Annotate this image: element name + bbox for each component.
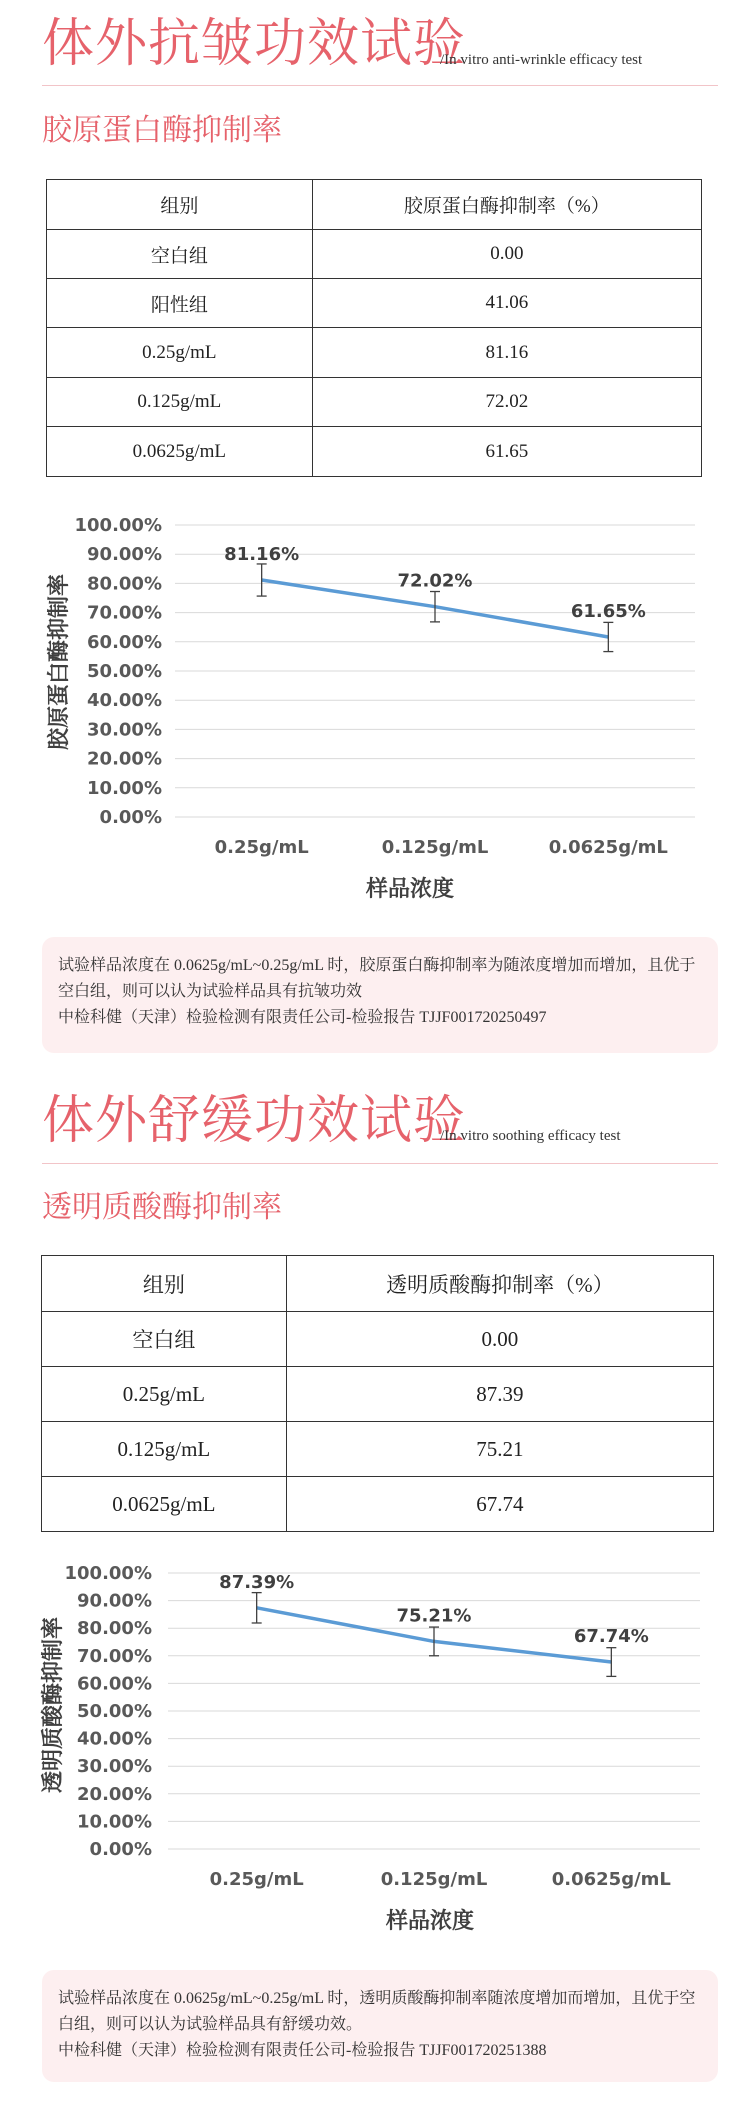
x-tick-label: 0.125g/mL (381, 837, 489, 858)
table-cell: 0.00 (286, 1312, 713, 1367)
table-header-cell: 胶原蛋白酶抑制率（%） (312, 180, 701, 230)
y-tick-label: 100.00% (64, 1563, 152, 1584)
table-cell: 阳性组 (47, 279, 313, 328)
table-header-cell: 透明质酸酶抑制率（%） (286, 1256, 713, 1312)
table-cell: 75.21 (286, 1422, 713, 1477)
y-tick-label: 100.00% (74, 515, 162, 536)
x-tick-label: 0.125g/mL (380, 1869, 488, 1890)
y-tick-label: 40.00% (77, 1728, 152, 1750)
note-report-reference: 中检科健（天津）检验检测有限责任公司-检验报告 TJJF001720250497 (58, 1009, 547, 1026)
y-tick-label: 70.00% (77, 1645, 152, 1667)
table-cell: 空白组 (47, 230, 313, 279)
table-cell: 0.00 (312, 230, 701, 279)
data-label: 67.74% (573, 1626, 649, 1648)
y-tick-label: 60.00% (77, 1673, 152, 1695)
y-tick-label: 50.00% (77, 1701, 152, 1722)
table-row (47, 279, 702, 328)
table-cell: 72.02 (312, 378, 701, 427)
section2-subheading: 透明质酸酶抑制率 (42, 1190, 282, 1225)
section1-divider (42, 85, 718, 86)
collagenase-chart (0, 500, 750, 920)
y-tick-label: 60.00% (87, 631, 162, 653)
y-tick-label: 80.00% (87, 573, 162, 595)
x-tick-label: 0.25g/mL (214, 837, 309, 858)
table-header-row (42, 1256, 714, 1312)
collagenase-table (46, 179, 702, 477)
table-header-row (47, 180, 702, 230)
table-cell: 0.25g/mL (47, 328, 313, 378)
y-tick-label: 90.00% (87, 544, 162, 566)
table-header-cell: 组别 (47, 180, 313, 230)
section1-note (42, 937, 718, 1053)
table-row (47, 230, 702, 279)
hyaluronidase-table (41, 1255, 714, 1532)
y-tick-label: 20.00% (77, 1783, 152, 1805)
y-tick-label: 10.00% (87, 777, 162, 799)
note-conclusion: 试验样品浓度在 0.0625g/mL~0.25g/mL 时，透明质酸酶抑制率随浓度增加而增加，且优于空白组，则可以认为试验样品具有舒缓功效。 (58, 1990, 696, 2033)
table-cell: 0.125g/mL (42, 1422, 287, 1477)
table-row (42, 1367, 714, 1422)
section2-title: 体外舒缓功效试验 (42, 1091, 467, 1151)
y-tick-label: 90.00% (77, 1590, 152, 1612)
table-row (42, 1312, 714, 1367)
data-label: 81.16% (224, 544, 300, 566)
y-tick-label: 20.00% (87, 748, 162, 770)
y-tick-label: 0.00% (99, 807, 162, 828)
note-conclusion: 试验样品浓度在 0.0625g/mL~0.25g/mL 时，胶原蛋白酶抑制率为随浓度增加而增加，且优于空白组，则可以认为试验样品具有抗皱功效 (58, 957, 696, 1000)
y-tick-label: 30.00% (77, 1756, 152, 1778)
y-tick-label: 0.00% (89, 1839, 152, 1860)
section2-note (42, 1970, 718, 2082)
x-axis-title: 样品浓度 (365, 877, 455, 902)
table-row (47, 427, 702, 477)
note-report-reference: 中检科健（天津）检验检测有限责任公司-检验报告 TJJF001720251388 (58, 2042, 547, 2059)
y-tick-label: 50.00% (87, 661, 162, 682)
section2-divider (42, 1163, 718, 1164)
table-cell: 87.39 (286, 1367, 713, 1422)
x-axis-title: 样品浓度 (385, 1909, 475, 1934)
table-cell: 61.65 (312, 427, 701, 477)
section1-title: 体外抗皱功效试验 (42, 14, 467, 74)
y-axis-title: 胶原蛋白酶抑制率 (47, 573, 72, 751)
y-tick-label: 70.00% (87, 602, 162, 624)
section1-subheading: 胶原蛋白酶抑制率 (42, 113, 282, 148)
y-axis-title: 透明质酸酶抑制率 (41, 1616, 66, 1794)
x-tick-label: 0.0625g/mL (551, 1869, 671, 1890)
table-row (42, 1422, 714, 1477)
x-tick-label: 0.25g/mL (209, 1869, 304, 1890)
table-row (42, 1477, 714, 1532)
table-row (47, 378, 702, 427)
data-label: 75.21% (396, 1605, 472, 1627)
table-cell: 空白组 (42, 1312, 287, 1367)
table-header-cell: 组别 (42, 1256, 287, 1312)
table-cell: 0.125g/mL (47, 378, 313, 427)
hyaluronidase-chart (0, 1550, 750, 1960)
x-tick-label: 0.0625g/mL (548, 837, 668, 858)
y-tick-label: 80.00% (77, 1618, 152, 1640)
section2-subtitle: /In vitro soothing efficacy test (440, 1128, 621, 1144)
table-row (47, 328, 702, 378)
table-cell: 0.25g/mL (42, 1367, 287, 1422)
table-cell: 41.06 (312, 279, 701, 328)
table-cell: 0.0625g/mL (42, 1477, 287, 1532)
y-tick-label: 30.00% (87, 719, 162, 741)
y-tick-label: 40.00% (87, 690, 162, 712)
y-tick-label: 10.00% (77, 1811, 152, 1833)
data-label: 87.39% (219, 1571, 295, 1593)
data-label: 72.02% (397, 570, 473, 592)
table-cell: 0.0625g/mL (47, 427, 313, 477)
table-cell: 67.74 (286, 1477, 713, 1532)
data-label: 61.65% (570, 600, 646, 622)
table-cell: 81.16 (312, 328, 701, 378)
section1-subtitle: /In vitro anti-wrinkle efficacy test (440, 52, 643, 68)
